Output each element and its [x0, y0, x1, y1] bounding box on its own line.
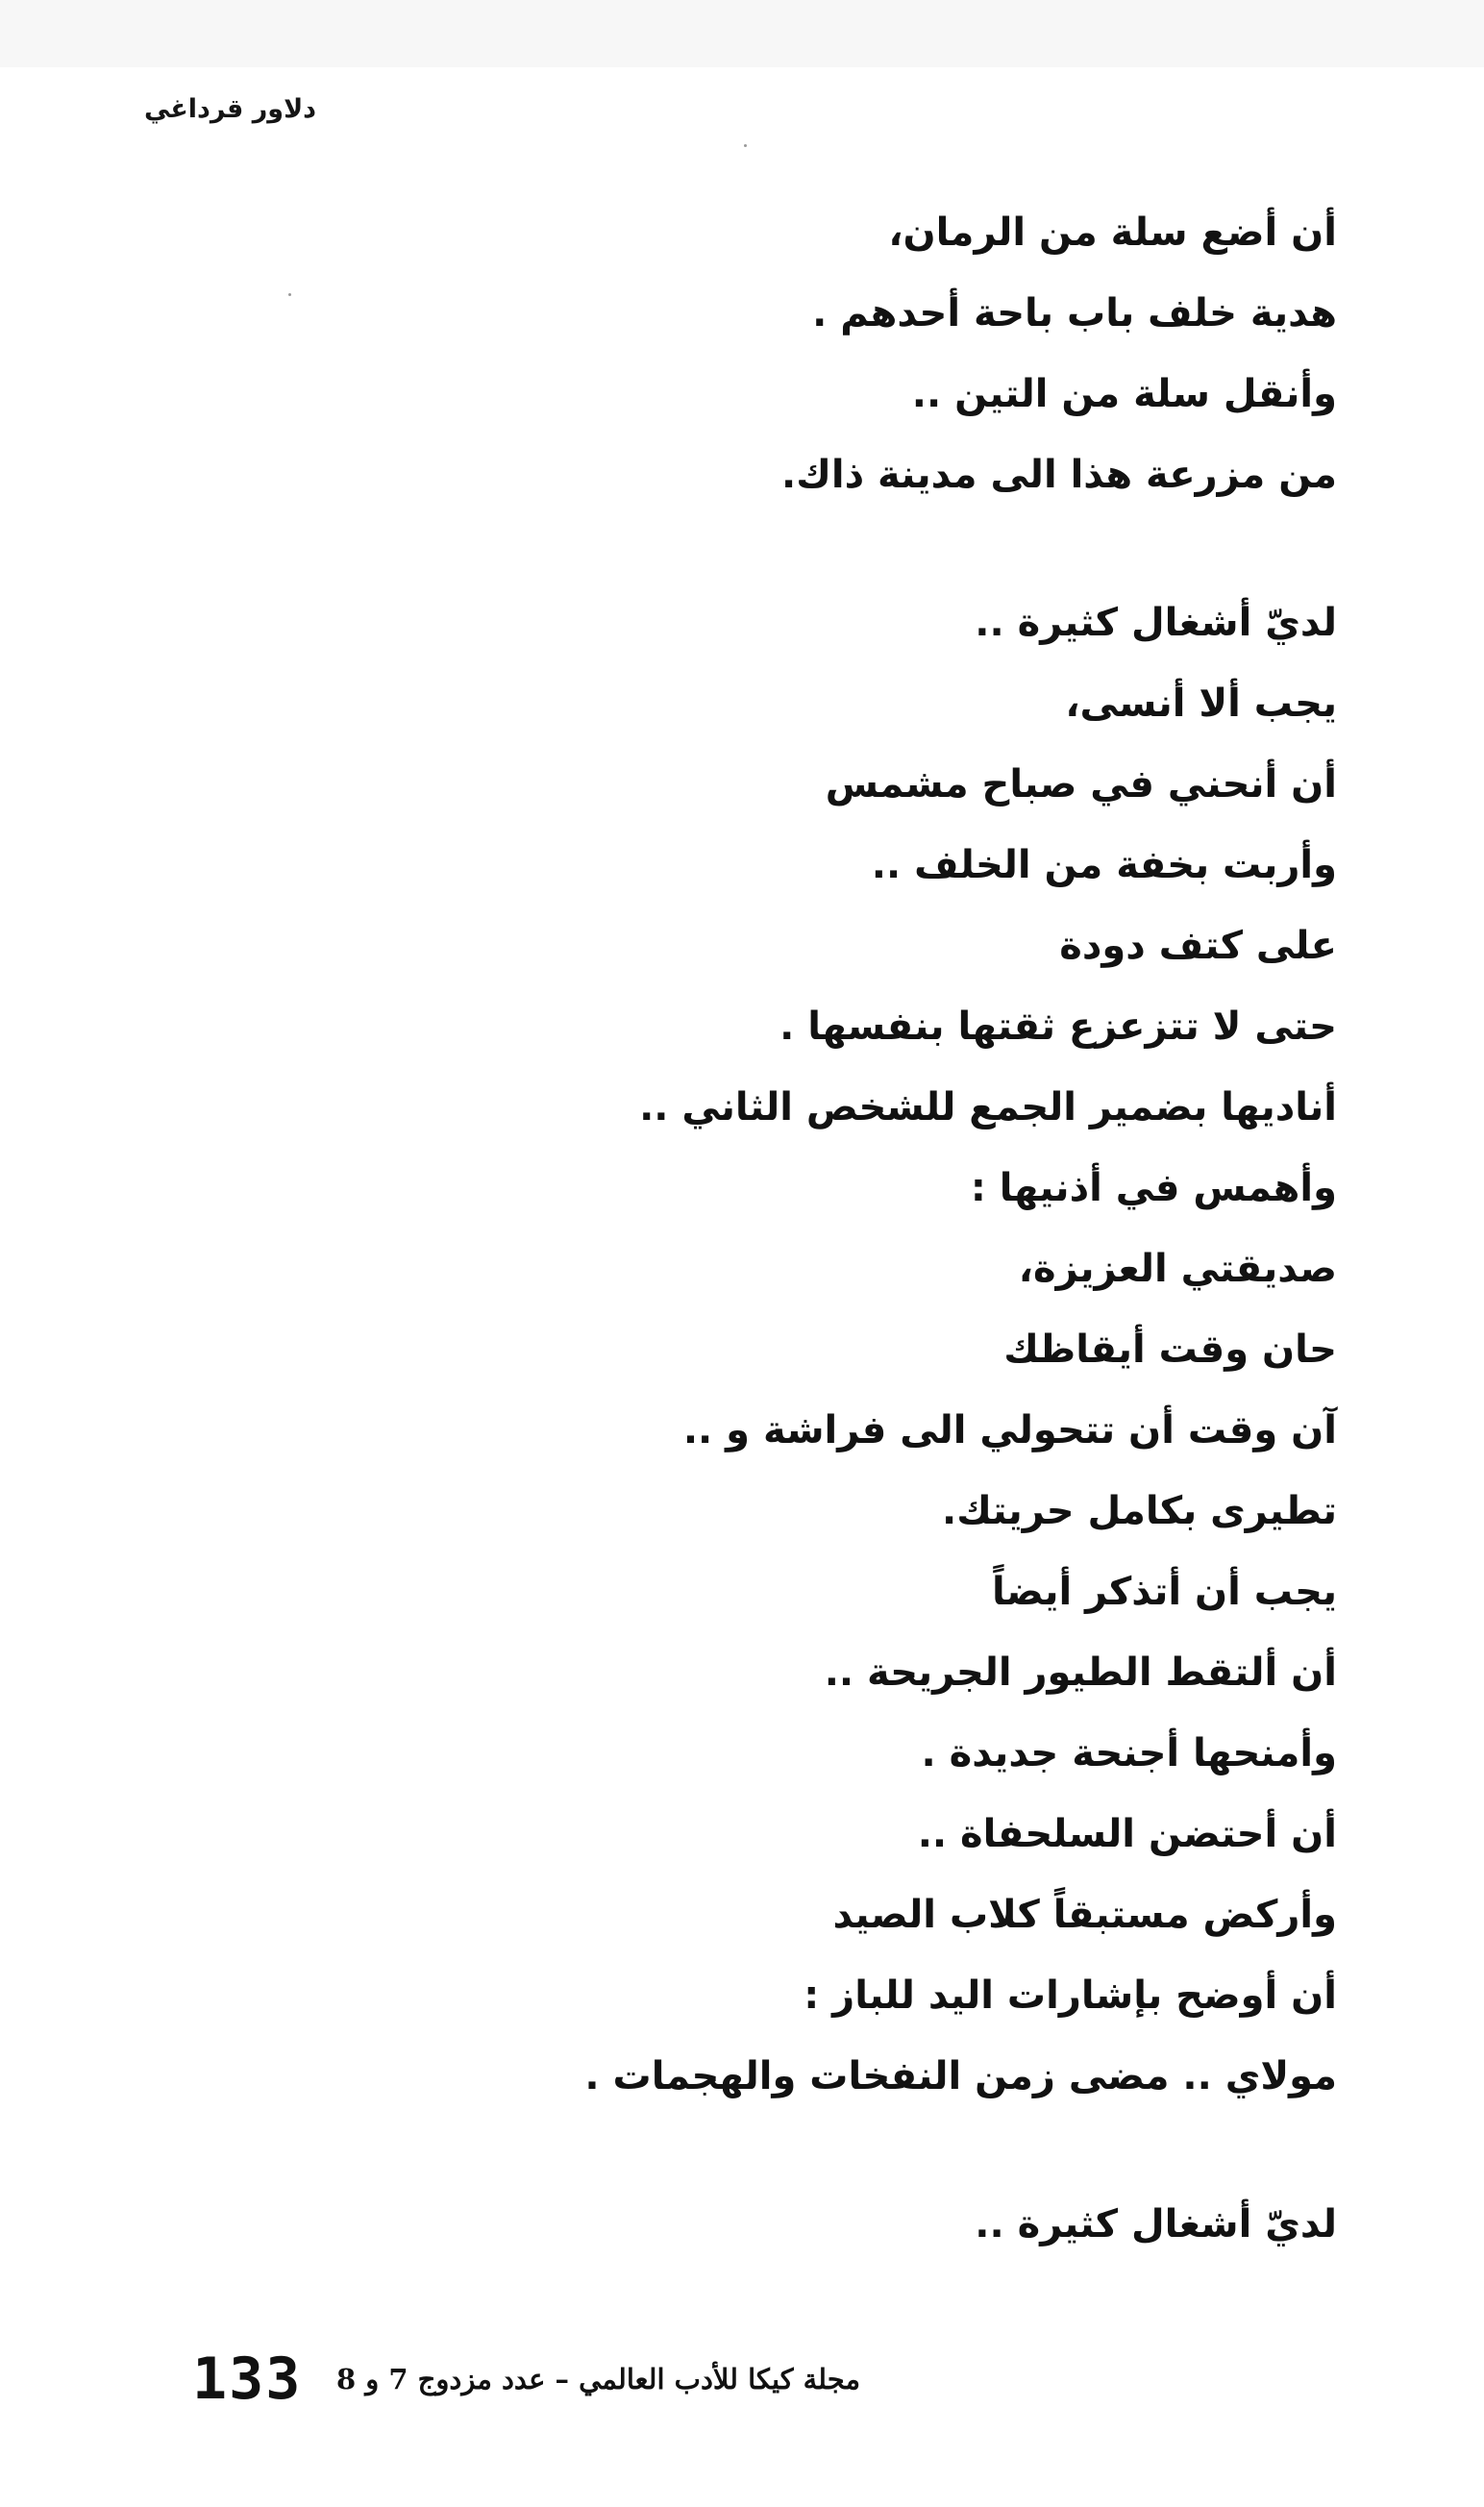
journal-title: مجلة كيكا للأدب العالمي – عدد مزدوج 7 و 8	[336, 2363, 861, 2395]
poem-body	[472, 192, 1337, 2265]
scan-speck	[288, 293, 291, 296]
poem-line: يجب أن أتذكر أيضاً	[992, 1570, 1337, 1614]
poem-line: أن ألتقط الطيور الجريحة ..	[824, 1651, 1337, 1695]
poem-line: أن أحتضن السلحفاة ..	[917, 1812, 1337, 1856]
poem-line: وأمنحها أجنحة جديدة .	[921, 1731, 1337, 1775]
author-name: دلاور قرداغي	[144, 94, 317, 124]
scan-top-shade	[0, 0, 1484, 67]
poem-line: أناديها بضمير الجمع للشخص الثاني ..	[639, 1085, 1337, 1129]
poem-line: آن وقت أن تتحولي الى فراشة و ..	[682, 1408, 1337, 1452]
poem-line: يجب ألا أنسى،	[1065, 682, 1337, 726]
stanza-gap	[472, 515, 1337, 583]
page-number: 133	[192, 2346, 303, 2413]
poem-line: أن أوضح بإشارات اليد للباز :	[804, 1973, 1337, 2018]
poem-line: من مزرعة هذا الى مدينة ذاك.	[781, 453, 1337, 497]
poem-line: مولاي .. مضى زمن النفخات والهجمات .	[584, 2054, 1337, 2098]
poem-line: لديّ أشغال كثيرة ..	[975, 2202, 1337, 2246]
poem-line: وأهمس في أذنيها :	[970, 1166, 1337, 1210]
poem-line: لديّ أشغال كثيرة ..	[975, 601, 1337, 645]
page-footer	[192, 2346, 923, 2413]
poem-line: حان وقت أيقاظك	[1003, 1328, 1337, 1372]
poem-line: على كتف دودة	[1059, 924, 1337, 968]
stanza-gap	[472, 2117, 1337, 2184]
poem-line: وأربت بخفة من الخلف ..	[871, 843, 1337, 887]
poem-line: أن أنحني في صباح مشمس	[825, 762, 1337, 807]
poem-line: حتى لا تتزعزع ثقتها بنفسها .	[779, 1005, 1337, 1049]
poem-line: هدية خلف باب باحة أحدهم .	[812, 291, 1337, 335]
poem-line: وأركض مستبقاً كلاب الصيد	[832, 1893, 1337, 1937]
scan-speck	[744, 144, 747, 147]
poem-line: أن أضع سلة من الرمان،	[888, 211, 1337, 255]
poem-line: صديقتي العزيزة،	[1018, 1247, 1337, 1291]
poem-line: تطيرى بكامل حريتك.	[942, 1489, 1337, 1533]
poem-line: وأنقل سلة من التين ..	[911, 372, 1337, 416]
